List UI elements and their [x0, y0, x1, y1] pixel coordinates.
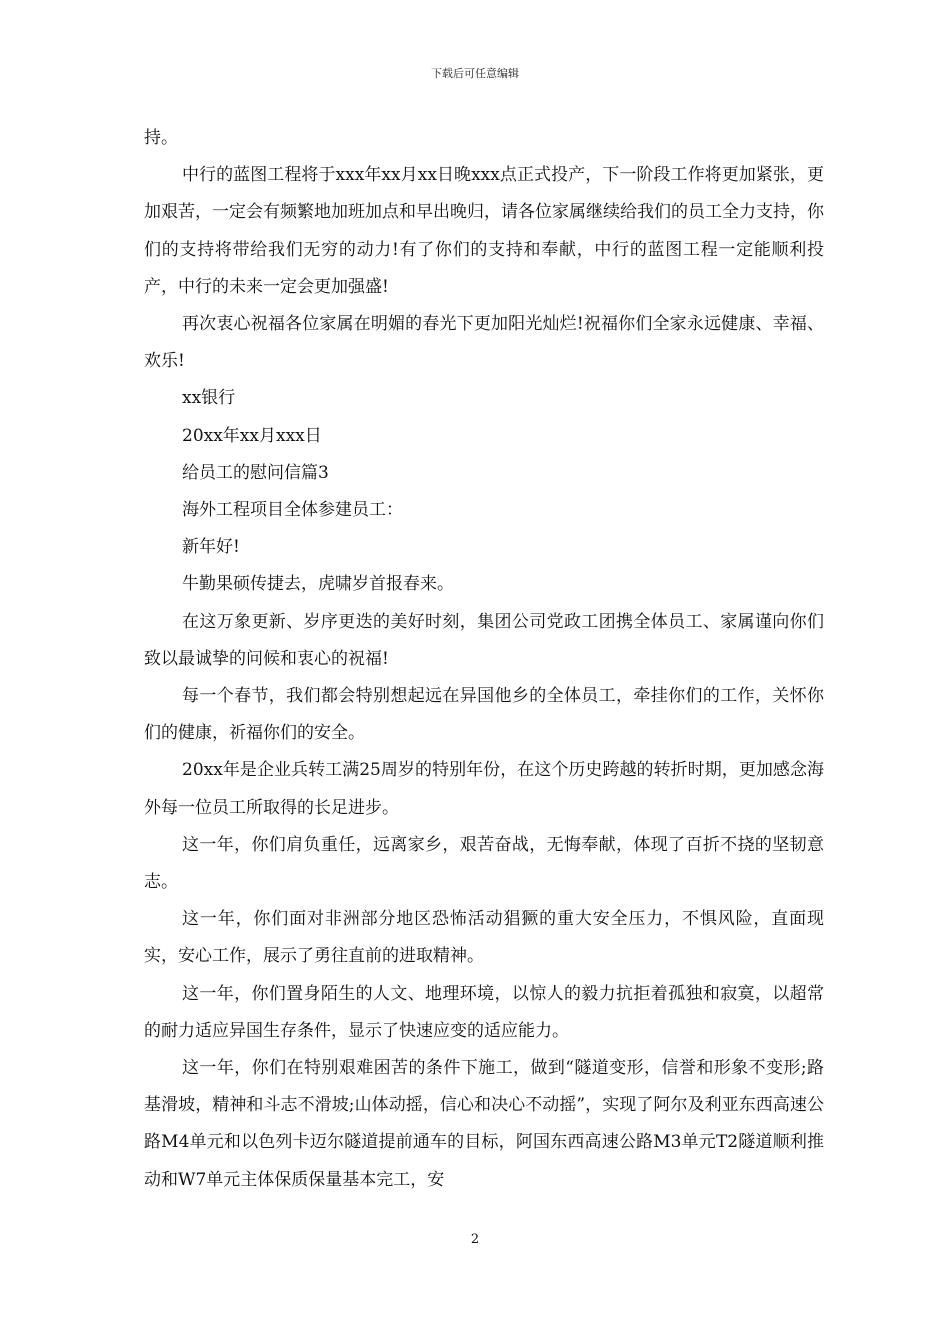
couplet: 牛勤果硕传捷去，虎啸岁首报春来。 — [182, 574, 454, 595]
document-body — [144, 120, 824, 1199]
paragraph-year-construction: 这一年，你们在特别艰难困苦的条件下施工，做到“隧道变形，信誉和形象不变形;路基滑坡，精神和斗志不滑坡;山体动摇，信心和决心不动摇”，实现了阿尔及利亚东西高速公路M4单元和以色列卡迈尔隧道提前通车的目标，阿国东西高速公路M3单元T2隧道顺利推动和W7单元主体保质保量基本完工，安 — [144, 1058, 824, 1190]
paragraph-anniversary: 20xx年是企业兵转工满25周岁的特别年份，在这个历史跨越的转折时期，更加感念海外每一位员工所取得的长足进步。 — [144, 760, 824, 818]
paragraph-year-environment: 这一年，你们置身陌生的人文、地理环境，以惊人的毅力抗拒着孤独和寂寞，以超常的耐力适应异国生存条件，显示了快速应变的适应能力。 — [144, 983, 824, 1041]
greeting: 新年好! — [182, 537, 240, 558]
signature-date: 20xx年xx月xxx日 — [182, 425, 322, 446]
page-header: 下载后可任意编辑 — [431, 67, 519, 80]
paragraph-spring-festival: 每一个春节，我们都会特别想起远在异国他乡的全体员工，牵挂你们的工作，关怀你们的健康，祈福你们的安全。 — [144, 686, 824, 744]
signature-bank: xx银行 — [182, 388, 236, 409]
paragraph-year-security: 这一年，你们面对非洲部分地区恐怖活动猖獗的重大安全压力，不惧风险，直面现实，安心工作，展示了勇往直前的进取精神。 — [144, 909, 824, 967]
paragraph-year-duty: 这一年，你们肩负重任，远离家乡，艰苦奋战，无悔奉献，体现了百折不挠的坚韧意志。 — [144, 834, 824, 893]
paragraph-continuation: 持。 — [144, 128, 178, 148]
paragraph-regards: 在这万象更新、岁序更迭的美好时刻，集团公司党政工团携全体员工、家属谨向你们致以最诚挚的问候和衷心的祝福! — [144, 611, 824, 669]
paragraph-launch-notice: 中行的蓝图工程将于xxx年xx月xx日晚xxx点正式投产，下一阶段工作将更加紧张，更加艰苦，一定会有频繁地加班加点和早出晚归，请各位家属继续给我们的员工全力支持，你们的支持将带给我们无穷的动力!有了你们的支持和奉献，中行的蓝图工程一定能顺利投产，中行的未来一定会更加强盛! — [144, 165, 824, 297]
section-title: 给员工的慰问信篇3 — [182, 462, 329, 483]
salutation: 海外工程项目全体参建员工： — [182, 500, 403, 521]
page-number: 2 — [470, 1232, 480, 1247]
paragraph-blessing: 再次衷心祝福各位家属在明媚的春光下更加阳光灿烂!祝福你们全家永远健康、幸福、欢乐! — [144, 314, 824, 372]
